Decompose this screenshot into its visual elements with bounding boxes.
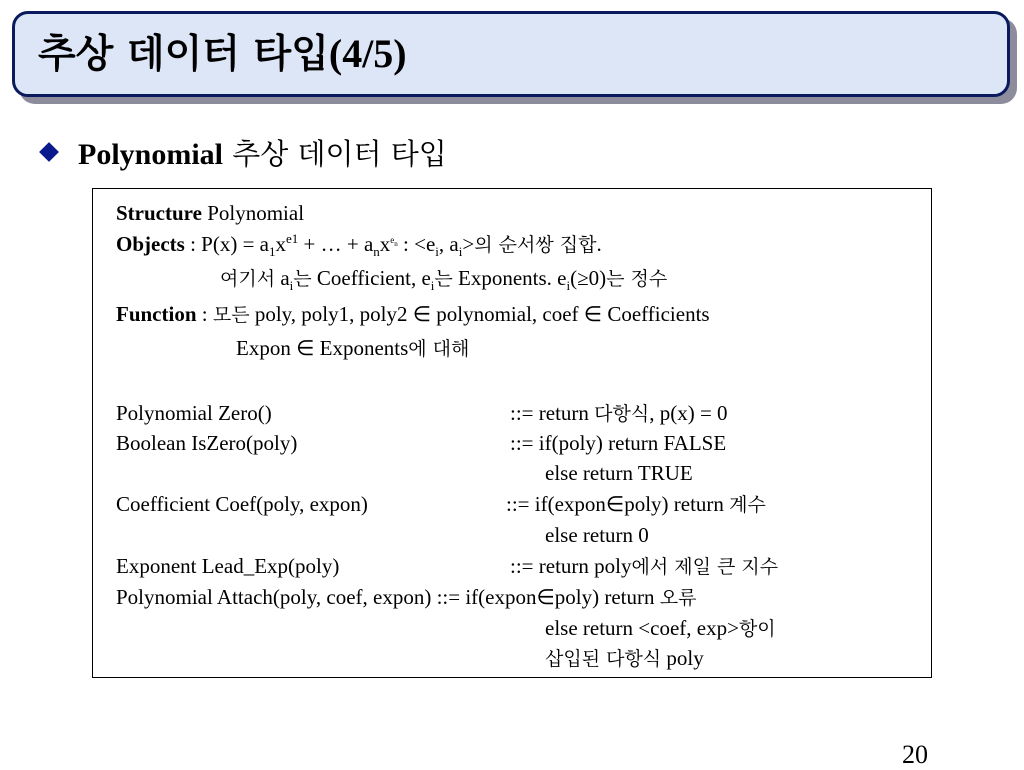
subscript: 1 (269, 244, 276, 260)
function-line (116, 301, 710, 328)
objects-korean: 는 (293, 268, 312, 290)
function-keyword: Function (116, 302, 197, 326)
objects-text: (≥0) (570, 266, 607, 290)
objects-text: Exponents. e (452, 266, 567, 290)
op-definition: ::= if(poly) return FALSE (510, 431, 727, 455)
subscript: i (566, 278, 571, 294)
function-korean: 모든 (212, 304, 250, 326)
objects-korean: 의 순서쌍 집합 (474, 234, 597, 256)
op-definition (510, 553, 778, 580)
superscript: e1 (286, 231, 299, 246)
subscript: i (435, 244, 439, 260)
op-def-text: ::= if(expon∈poly) return (431, 585, 660, 609)
objects-text: Coefficient, e (311, 266, 431, 290)
structure-name: Polynomial (201, 201, 305, 225)
bullet-bold: Polynomial (78, 137, 224, 171)
objects-line (116, 231, 602, 258)
diamond-bullet-icon (39, 142, 59, 162)
op-def-text: ::= return (510, 401, 595, 425)
superscript-sub: n (394, 239, 398, 248)
objects-korean: 는 (434, 268, 453, 290)
op-def-text: ::= if(expon∈poly) return (506, 492, 730, 516)
op-definition (506, 491, 766, 518)
op-continuation: else return 0 (545, 523, 649, 547)
op-def-text: , p(x) = 0 (649, 401, 728, 425)
op-cont-text: poly (661, 646, 704, 670)
op-def-korean: 다항식 (594, 403, 650, 425)
op-cont-korean: 항이 (738, 618, 776, 640)
objects-text: : <e (397, 232, 436, 256)
objects-keyword: Objects (116, 232, 185, 256)
op-def-text: ::= return poly (510, 554, 632, 578)
objects-text: x (379, 232, 391, 256)
op-signature: Exponent Lead_Exp(poly) (116, 554, 340, 578)
objects-text: , a (438, 232, 459, 256)
function-text: Expon ∈ Exponents (236, 336, 409, 360)
slide-title (38, 24, 407, 84)
objects-text: a (275, 266, 290, 290)
objects-korean: 는 정수 (606, 268, 668, 290)
op-signature: Polynomial Attach(poly, coef, expon) (116, 585, 432, 609)
op-def-korean: 계수 (729, 494, 766, 516)
superscript (390, 235, 398, 248)
op-definition (510, 400, 728, 427)
subscript: i (430, 278, 435, 294)
bullet-item (38, 130, 447, 174)
op-def-korean: 에서 제일 큰 지수 (631, 556, 779, 578)
bullet-heading (78, 132, 447, 173)
op-signature: Polynomial Zero() (116, 401, 272, 425)
slide-title-number: (4/5) (328, 31, 407, 76)
op-continuation (545, 615, 776, 642)
structure-line (116, 200, 304, 226)
function-text: : (196, 302, 213, 326)
superscript-base: e (390, 235, 395, 245)
subscript: i (289, 278, 294, 294)
op-continuation (545, 645, 704, 672)
subscript: n (373, 244, 380, 260)
op-continuation: else return TRUE (545, 461, 693, 485)
function-text: poly, poly1, poly2 ∈ polynomial, coef ∈ Coefficients (249, 302, 710, 326)
slide-title-korean: 추상 데이터 타입 (38, 32, 329, 77)
subscript: i (458, 244, 463, 260)
op-attach-line (116, 584, 696, 611)
page-number: 20 (902, 740, 928, 769)
op-cont-text: else return <coef, exp> (545, 616, 739, 640)
objects-text: : P(x) = a (184, 232, 269, 256)
objects-text: + … + a (298, 232, 374, 256)
objects-text: > (462, 232, 475, 256)
op-cont-korean: 삽입된 다항식 (545, 648, 662, 670)
bullet-rest: 추상 데이터 타입 (223, 136, 447, 171)
objects-text: . (596, 232, 602, 256)
structure-keyword: Structure (116, 201, 202, 225)
function-detail-line (236, 335, 469, 362)
op-signature: Coefficient Coef(poly, expon) (116, 492, 368, 516)
op-def-korean: 오류 (659, 587, 697, 609)
objects-korean: 여기서 (220, 268, 276, 290)
objects-detail-line (220, 265, 667, 292)
function-korean: 에 대해 (408, 338, 470, 360)
objects-text: x (275, 232, 286, 256)
op-signature: Boolean IsZero(poly) (116, 431, 298, 455)
